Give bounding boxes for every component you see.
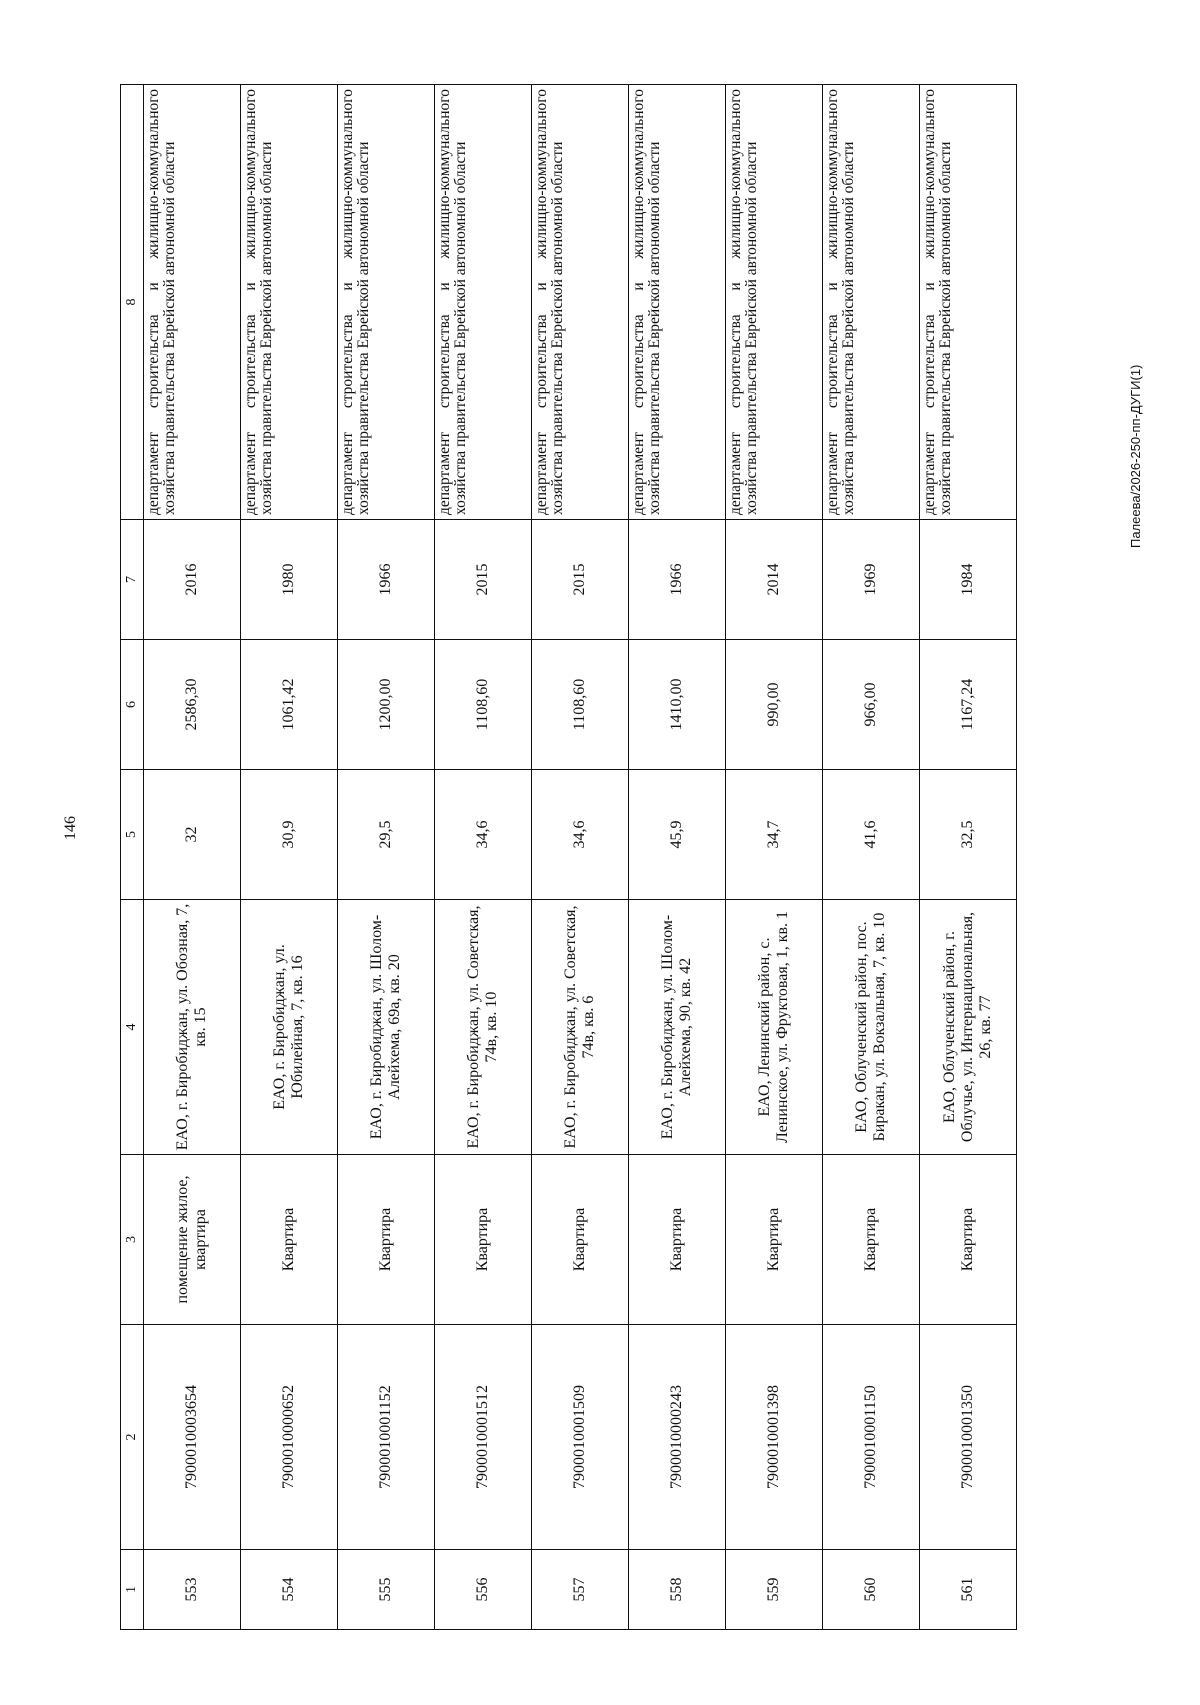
col-header-1: 1 <box>121 1550 144 1630</box>
cell-object-type: помещение жилое, квартира <box>144 1155 241 1325</box>
cell-year: 1969 <box>823 520 920 640</box>
cell-number: 558 <box>629 1550 726 1630</box>
cell-value: 2586,30 <box>144 640 241 770</box>
table-row <box>920 85 1017 1630</box>
cell-area: 30,9 <box>241 770 338 900</box>
col-header-4: 4 <box>121 900 144 1155</box>
cell-object-type: Квартира <box>241 1155 338 1325</box>
cell-area: 32 <box>144 770 241 900</box>
header-row <box>121 85 144 1630</box>
cell-year: 1966 <box>338 520 435 640</box>
document-footer: Палеева/2026-250-пп-ДУГИ(1) <box>1128 364 1143 548</box>
cell-registry-id: 7900010003654 <box>144 1325 241 1550</box>
table-row <box>726 85 823 1630</box>
cell-area: 32,5 <box>920 770 1017 900</box>
cell-holder: департамент строительства и жилищно-коммунального хозяйства правительства Еврейской автономной области <box>823 85 920 520</box>
cell-value: 1200,00 <box>338 640 435 770</box>
cell-object-type: Квартира <box>338 1155 435 1325</box>
cell-holder: департамент строительства и жилищно-коммунального хозяйства правительства Еврейской автономной области <box>338 85 435 520</box>
table-row <box>338 85 435 1630</box>
cell-number: 554 <box>241 1550 338 1630</box>
cell-address: ЕАО, г. Биробиджан, ул. Советская, 74в, кв. 6 <box>532 900 629 1155</box>
cell-area: 45,9 <box>629 770 726 900</box>
cell-address: ЕАО, г. Биробиджан, ул. Обозная, 7, кв. 15 <box>144 900 241 1155</box>
cell-number: 555 <box>338 1550 435 1630</box>
table-container <box>120 85 1017 1630</box>
cell-year: 1980 <box>241 520 338 640</box>
cell-area: 41,6 <box>823 770 920 900</box>
col-header-7: 7 <box>121 520 144 640</box>
table-row <box>435 85 532 1630</box>
cell-number: 553 <box>144 1550 241 1630</box>
cell-registry-id: 7900010000243 <box>629 1325 726 1550</box>
table-row <box>629 85 726 1630</box>
col-header-3: 3 <box>121 1155 144 1325</box>
cell-address: ЕАО, г. Биробиджан, ул. Шолом-Алейхема, 90, кв. 42 <box>629 900 726 1155</box>
cell-area: 34,7 <box>726 770 823 900</box>
cell-value: 1108,60 <box>435 640 532 770</box>
table-row <box>823 85 920 1630</box>
cell-holder: департамент строительства и жилищно-коммунального хозяйства правительства Еврейской автономной области <box>435 85 532 520</box>
page-number: 146 <box>62 816 79 840</box>
cell-year: 1984 <box>920 520 1017 640</box>
cell-registry-id: 7900010001398 <box>726 1325 823 1550</box>
property-table <box>120 84 1017 1630</box>
cell-registry-id: 7900010001350 <box>920 1325 1017 1550</box>
cell-object-type: Квартира <box>532 1155 629 1325</box>
col-header-5: 5 <box>121 770 144 900</box>
cell-address: ЕАО, Ленинский район, с. Ленинское, ул. Фруктовая, 1, кв. 1 <box>726 900 823 1155</box>
cell-number: 561 <box>920 1550 1017 1630</box>
cell-area: 34,6 <box>532 770 629 900</box>
cell-object-type: Квартира <box>435 1155 532 1325</box>
cell-year: 1966 <box>629 520 726 640</box>
cell-object-type: Квартира <box>823 1155 920 1325</box>
col-header-6: 6 <box>121 640 144 770</box>
cell-number: 556 <box>435 1550 532 1630</box>
cell-value: 1167,24 <box>920 640 1017 770</box>
cell-object-type: Квартира <box>629 1155 726 1325</box>
cell-number: 559 <box>726 1550 823 1630</box>
cell-object-type: Квартира <box>726 1155 823 1325</box>
cell-address: ЕАО, г. Биробиджан, ул. Юбилейная, 7, кв. 16 <box>241 900 338 1155</box>
cell-value: 1061,42 <box>241 640 338 770</box>
cell-address: ЕАО, Облученский район, пос. Биракан, ул. Вокзальная, 7, кв. 10 <box>823 900 920 1155</box>
cell-registry-id: 7900010000652 <box>241 1325 338 1550</box>
cell-year: 2016 <box>144 520 241 640</box>
cell-area: 29,5 <box>338 770 435 900</box>
cell-registry-id: 7900010001150 <box>823 1325 920 1550</box>
col-header-2: 2 <box>121 1325 144 1550</box>
cell-value: 1108,60 <box>532 640 629 770</box>
cell-value: 966,00 <box>823 640 920 770</box>
table-row <box>532 85 629 1630</box>
cell-number: 560 <box>823 1550 920 1630</box>
cell-address: ЕАО, г. Биробиджан, ул. Советская, 74в, кв. 10 <box>435 900 532 1155</box>
cell-holder: департамент строительства и жилищно-коммунального хозяйства правительства Еврейской автономной области <box>726 85 823 520</box>
cell-address: ЕАО, г. Биробиджан, ул. Шолом-Алейхема, 69а, кв. 20 <box>338 900 435 1155</box>
cell-registry-id: 7900010001512 <box>435 1325 532 1550</box>
cell-registry-id: 7900010001152 <box>338 1325 435 1550</box>
cell-holder: департамент строительства и жилищно-коммунального хозяйства правительства Еврейской автономной области <box>532 85 629 520</box>
cell-year: 2015 <box>435 520 532 640</box>
cell-address: ЕАО, Облученский район, г. Облучье, ул. Интернациональная, 26, кв. 77 <box>920 900 1017 1155</box>
table-row <box>144 85 241 1630</box>
cell-value: 1410,00 <box>629 640 726 770</box>
cell-year: 2014 <box>726 520 823 640</box>
cell-holder: департамент строительства и жилищно-коммунального хозяйства правительства Еврейской автономной области <box>144 85 241 520</box>
cell-year: 2015 <box>532 520 629 640</box>
cell-holder: департамент строительства и жилищно-коммунального хозяйства правительства Еврейской автономной области <box>920 85 1017 520</box>
cell-number: 557 <box>532 1550 629 1630</box>
cell-holder: департамент строительства и жилищно-коммунального хозяйства правительства Еврейской автономной области <box>629 85 726 520</box>
cell-registry-id: 7900010001509 <box>532 1325 629 1550</box>
cell-object-type: Квартира <box>920 1155 1017 1325</box>
cell-holder: департамент строительства и жилищно-коммунального хозяйства правительства Еврейской автономной области <box>241 85 338 520</box>
table-row <box>241 85 338 1630</box>
col-header-8: 8 <box>121 85 144 520</box>
cell-area: 34,6 <box>435 770 532 900</box>
cell-value: 990,00 <box>726 640 823 770</box>
